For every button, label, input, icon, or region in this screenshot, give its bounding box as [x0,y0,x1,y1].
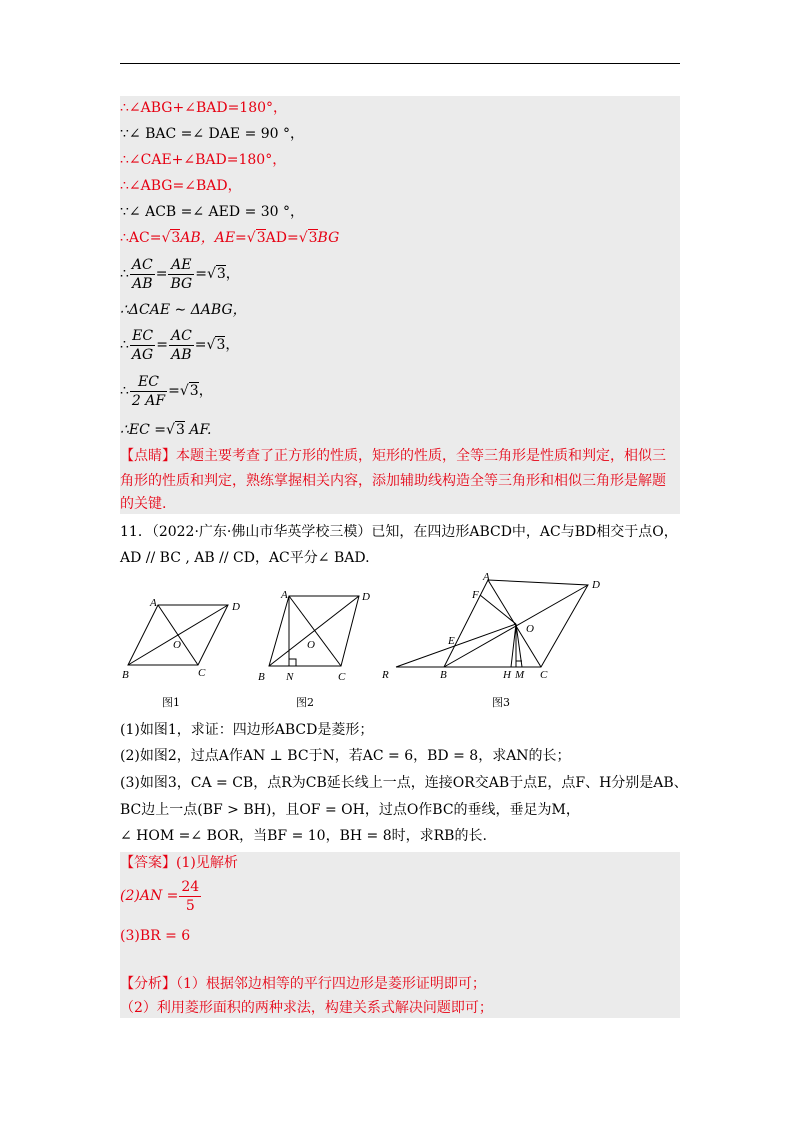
analysis-line-1: 【分析】（1）根据邻边相等的平行四边形是菱形证明即可； [120,976,486,992]
solution-line-11: ∴EC =√3 AF. [120,422,212,438]
fig1-label-D: D [232,601,240,613]
problem-line-2: AD // BC , AB // CD，AC平分∠ BAD. [120,550,370,566]
fig3-label-F: F [472,589,479,601]
analysis-line-2: （2）利用菱形面积的两种求法，构建关系式解决问题即可； [120,1000,493,1016]
solution-line-2: ∵∠ BAC =∠ DAE = 90 °， [120,126,305,142]
figure-2-caption: 图2 [296,696,314,709]
fig2-label-O: O [307,639,315,651]
problem-line-1: 11．（2022·广东·佛山市华英学校三模）已知，在四边形ABCD中，AC与BD相交于点O， [120,524,678,540]
problem-part-2: (2)如图2，过点A作AN ⊥ BC于N，若AC = 6，BD = 8，求AN的长； [120,748,571,764]
problem-part-3-line-3: ∠ HOM =∠ BOR，当BF = 10，BH = 8时，求RB的长. [120,828,487,844]
fig1-label-A: A [150,597,157,609]
solution-line-7: ∴ $\frac{AC}{AB}$ = $\frac{AE}{BG}$ =√3， [120,256,240,292]
comment-line-3: 的关键. [120,496,167,512]
fig3-label-A: A [483,571,490,583]
figure-2 [252,586,372,690]
problem-part-1: (1)如图1，求证：四边形ABCD是菱形； [120,722,374,738]
fig3-label-H: H [503,669,511,681]
answer-line-1: 【答案】(1)见解析 [120,855,238,871]
figure-3-caption: 图3 [492,696,510,709]
comment-line-2: 角形的性质和判定，熟练掌握相关内容，添加辅助线构造全等三角形和相似三角形是解题 [120,473,666,489]
solution-line-4: ∴∠ABG=∠BAD， [120,178,242,194]
solution-line-10: ∴ $\frac{EC}{2 AF}$ =√3， [120,373,213,409]
fig2-label-B: B [258,671,265,683]
fig3-label-B: B [440,669,447,681]
fig3-label-D: D [592,579,600,591]
fig3-label-R: R [382,669,389,681]
header-rule [120,63,680,64]
fig2-label-N: N [286,671,294,683]
comment-line-1: 【点睛】本题主要考查了正方形的性质，矩形的性质，全等三角形是性质和判定，相似三 [120,448,666,464]
solution-line-6: ∴AC=√3AB，AE=√3AD=√3BG [120,230,340,246]
answer-line-2: (2)AN = $\frac{24}{5}$ [120,878,200,914]
solution-line-9: ∴ $\frac{EC}{AG}$ = $\frac{AC}{AB}$ =√3， [120,327,240,363]
solution-line-1: ∴∠ABG+∠BAD=180°， [120,100,288,116]
answer-line-3: (3)BR = 6 [120,928,191,944]
solution-line-5: ∵∠ ACB =∠ AED = 30 °， [120,204,305,220]
figure-1-caption: 图1 [162,696,180,709]
figure-1 [118,590,248,690]
solution-line-8: ∴ΔCAE ∼ ΔABG， [120,302,247,318]
fig2-label-A: A [281,589,288,601]
problem-part-3-line-2: BC边上一点(BF > BH)，且OF = OH，过点O作BC的垂线，垂足为M， [120,802,580,818]
fig3-label-E: E [448,635,455,647]
fig1-label-O: O [173,639,181,651]
fig3-label-O: O [526,623,534,635]
fig3-label-M: M [515,669,525,681]
problem-part-3-line-1: (3)如图3，CA = CB，点R为CB延长线上一点，连接OR交AB于点E，点F、H分别是AB、 [120,775,688,791]
fig1-label-B: B [122,669,129,681]
figure-3 [376,570,610,690]
fig3-label-C: C [540,669,548,681]
fig1-label-C: C [198,667,206,679]
fig2-label-D: D [362,591,370,603]
fig2-label-C: C [338,671,346,683]
solution-line-3: ∴∠CAE+∠BAD=180°， [120,152,287,168]
